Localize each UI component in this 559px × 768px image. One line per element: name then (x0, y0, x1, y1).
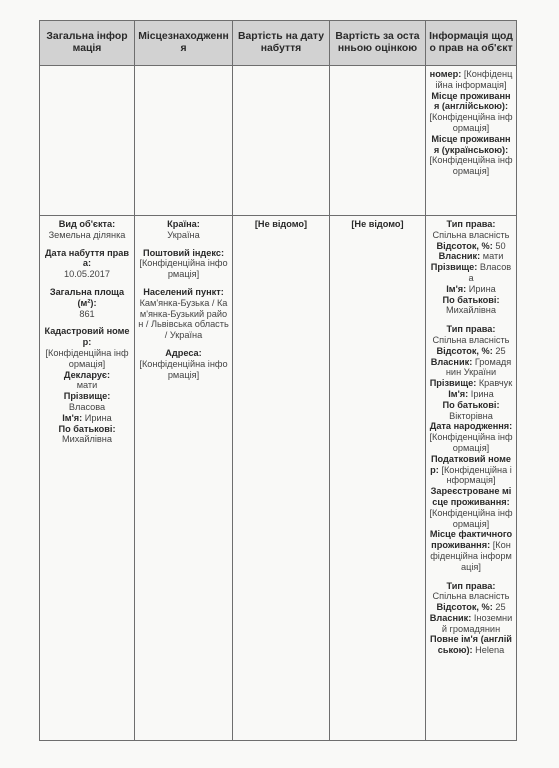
object-type-value: Земельна ділянка (48, 229, 126, 240)
row1-cost-acq-cell (233, 66, 330, 216)
postal-code-label: Поштовий індекс: (142, 247, 225, 258)
owner-value: Іноземний громадянин (441, 612, 513, 634)
right-type-value: Спільна власність (432, 591, 510, 602)
tax-number-value: [Конфіденційна інформація] (435, 69, 513, 90)
address-en-value: [Конфіденційна інформація] (429, 112, 513, 133)
owner-name-value: Ирина (468, 283, 496, 294)
address-label: Адреса: (165, 347, 202, 358)
name-value: Ирина (84, 412, 112, 423)
tax-number-label: Податковий номер: (430, 453, 512, 475)
patronymic-value: Михайлівна (62, 434, 112, 445)
owner-value: Громадянин України (445, 356, 512, 378)
row2-rights-cell (426, 216, 517, 741)
owner-patronymic-value: Михайлівна (446, 305, 496, 316)
row1-rights-cell (426, 66, 517, 216)
row1-location-cell (135, 66, 233, 216)
right-type-label: Тип права: (446, 580, 496, 591)
percent-value: 25 (495, 345, 506, 356)
registered-address-value: [Конфіденційна інформація] (429, 507, 513, 529)
address-ua-label: Місце проживання (українською): (431, 133, 511, 155)
percent-value: 25 (495, 602, 506, 613)
address-en-label: Місце проживання (англійською): (431, 90, 511, 112)
owner-patronymic-label: По батькові: (442, 399, 500, 410)
cadastre-label: Кадастровий номер: (44, 326, 130, 348)
fullname-en-label: Повне ім'я (англійською): (430, 634, 512, 656)
postal-code-value: [Конфіденційна інформація] (139, 258, 228, 280)
fullname-en-value: Helena (475, 645, 505, 656)
header-cost-evaluation: Вартість за останньою оцінкою (330, 21, 426, 66)
right-type-value: Спільна власність (432, 334, 510, 345)
area-unit: (м²): (77, 297, 97, 308)
birth-date-value: [Конфіденційна інформація] (429, 432, 513, 453)
actual-address-label: Місце фактичного проживання: (429, 529, 513, 551)
settlement-value: Кам'янка-Бузька / Кам'янка-Бузький район / Львівська область / Україна (138, 297, 229, 341)
percent-value: 50 (495, 240, 506, 251)
row2-cost-eval-cell (330, 216, 426, 741)
table-row (40, 66, 517, 216)
area-value: 861 (79, 308, 95, 319)
owner-surname-label: Прізвище: (430, 262, 478, 273)
table-header-row (40, 21, 517, 66)
right-type-value: Спільна власність (432, 229, 510, 240)
header-location: Місцезнаходження (135, 21, 233, 66)
header-cost-acquisition: Вартість на дату набуття (233, 21, 330, 66)
country-value: Україна (167, 229, 200, 240)
surname-label: Прізвище: (63, 391, 111, 402)
declaration-table (39, 20, 517, 741)
percent-label: Відсоток, %: (436, 240, 493, 251)
row2-location-cell (135, 216, 233, 741)
actual-address-value: [Конфіденційна інформація] (430, 540, 512, 572)
cadastre-value: [Конфіденційна інформація] (45, 347, 129, 369)
acquisition-date-value: 10.05.2017 (64, 269, 110, 280)
tax-number-value: [Конфіденційна інформація] (441, 464, 512, 486)
percent-label: Відсоток, %: (436, 602, 493, 613)
registered-address-label: Зареєстроване місце проживання: (430, 486, 512, 507)
area-label: Загальна площа (49, 286, 125, 297)
acquisition-date-label: Дата набуття права: (44, 247, 130, 269)
owner-name-label: Ім'я: (448, 388, 469, 399)
header-rights-info: Інформація щодо прав на об'єкт (426, 21, 517, 66)
right-type-label: Тип права: (446, 219, 496, 229)
declarant-value: мати (76, 380, 98, 391)
owner-value: мати (482, 251, 504, 262)
tax-number-label: номер: (429, 69, 462, 79)
owner-label: Власник: (430, 356, 473, 367)
row2-general-cell (40, 216, 135, 741)
object-type-label: Вид об'єкта: (58, 219, 116, 229)
owner-name-label: Ім'я: (446, 283, 467, 294)
settlement-label: Населений пункт: (143, 286, 224, 297)
declarant-label: Декларує: (63, 369, 111, 380)
patronymic-label: По батькові: (58, 423, 116, 434)
cost-acquisition-value: [Не відомо] (254, 219, 308, 229)
name-label: Ім'я: (62, 412, 83, 423)
owner-name-value: Ірина (470, 388, 494, 399)
right-type-label: Тип права: (446, 324, 496, 335)
owner-surname-value: Власова (468, 262, 512, 283)
owner-surname-label: Прізвище: (429, 378, 477, 389)
owner-patronymic-label: По батькові: (442, 294, 500, 305)
cost-evaluation-value: [Не відомо] (351, 219, 404, 229)
address-ua-value: [Конфіденційна інформація] (429, 155, 513, 177)
percent-label: Відсоток, %: (436, 345, 493, 356)
row2-cost-acq-cell (233, 216, 330, 741)
owner-label: Власник: (438, 251, 481, 262)
owner-surname-value: Кравчук (478, 378, 513, 389)
owner-patronymic-value: Вікторівна (449, 410, 493, 421)
table-row (40, 216, 517, 741)
birth-date-label: Дата народження: (429, 421, 513, 432)
row1-cost-eval-cell (330, 66, 426, 216)
country-label: Країна: (167, 219, 200, 229)
surname-value: Власова (68, 401, 106, 412)
header-general-info: Загальна інформація (40, 21, 135, 66)
row1-general-cell (40, 66, 135, 216)
owner-label: Власник: (429, 612, 472, 623)
address-value: [Конфіденційна інформація] (139, 358, 228, 380)
